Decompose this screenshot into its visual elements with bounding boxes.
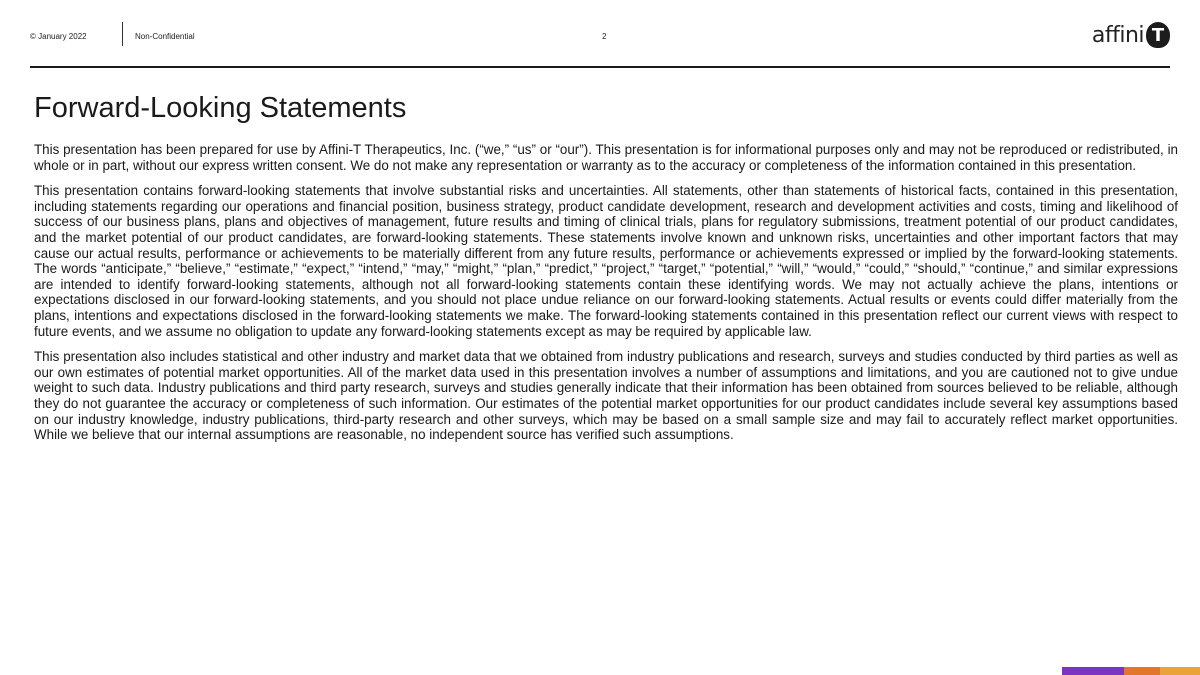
logo-wordmark: affini — [1091, 22, 1144, 48]
page-title: Forward-Looking Statements — [34, 92, 407, 124]
paragraph-intro: This presentation has been prepared for use by Affini-T Therapeutics, Inc. (“we,” “us” or “our”). This presentation is for informational purposes only and may not be reproduced or redistributed, in whole or in part, without our express written consent. We do not make any representation or warranty as to the accuracy or completeness of the information contained in this presentation. — [34, 142, 1178, 173]
slide-header — [30, 20, 1170, 66]
copyright-date: © January 2022 — [30, 32, 87, 41]
logo-t-badge-icon: T — [1146, 22, 1170, 48]
confidentiality-label: Non-Confidential — [135, 32, 195, 41]
accent-bar-gold — [1160, 667, 1200, 675]
statement-body — [34, 142, 1178, 453]
accent-bar-orange — [1124, 667, 1160, 675]
affini-t-logo — [1092, 20, 1170, 50]
paragraph-market-data: This presentation also includes statistical and other industry and market data that we obtained from industry publications and research, surveys and studies conducted by third parties as well as our own estimates of potential market opportunities. All of the market data used in this presentation involves a number of assumptions and limitations, and you are cautioned not to give undue weight to such data. Industry publications and third party research, surveys and studies generally indicate that their information has been obtained from sources believed to be reliable, although they do not guarantee the accuracy or completeness of such information. Our estimates of the potential market opportunities for our product candidates include several key assumptions based on our industry knowledge, industry publications, third-party research and other surveys, which may be based on a small sample size and may fail to accurately reflect market opportunities. While we believe that our internal assumptions are reasonable, no independent source has verified such assumptions. — [34, 349, 1178, 443]
header-divider — [122, 22, 123, 46]
page-number: 2 — [602, 32, 607, 41]
accent-bar-purple — [1062, 667, 1124, 675]
paragraph-forward-looking: This presentation contains forward-looking statements that involve substantial risks and uncertainties. All statements, other than statements of historical facts, contained in this presentation, including statements regarding our operations and financial position, business strategy, product candidate development, research and development activities and costs, timing and likelihood of success of our business plans, plans and objectives of management, future results and timing of clinical trials, plans for regulatory submissions, treatment potential of our product candidates, and the market potential of our product candidates, are forward-looking statements. These statements involve known and unknown risks, uncertainties and other important factors that may cause our actual results, performance or achievements to be materially different from any future results, performance or achievements expressed or implied by the forward-looking statements. The words “anticipate,” “believe,” “estimate,” “expect,” “intend,” “may,” “might,” “plan,” “predict,” “project,” “target,” “potential,” “will,” “would,” “could,” “should,” “continue,” and similar expressions are intended to identify forward-looking statements, although not all forward-looking statements contain these identifying words. We may not actually achieve the plans, intentions or expectations disclosed in our forward-looking statements, and you should not place undue reliance on our forward-looking statements. Actual results or events could differ materially from the plans, intentions and expectations disclosed in the forward-looking statements we make. The forward-looking statements contained in this presentation reflect our current views with respect to future events, and we assume no obligation to update any forward-looking statements except as may be required by applicable law. — [34, 183, 1178, 339]
header-rule — [30, 66, 1170, 68]
